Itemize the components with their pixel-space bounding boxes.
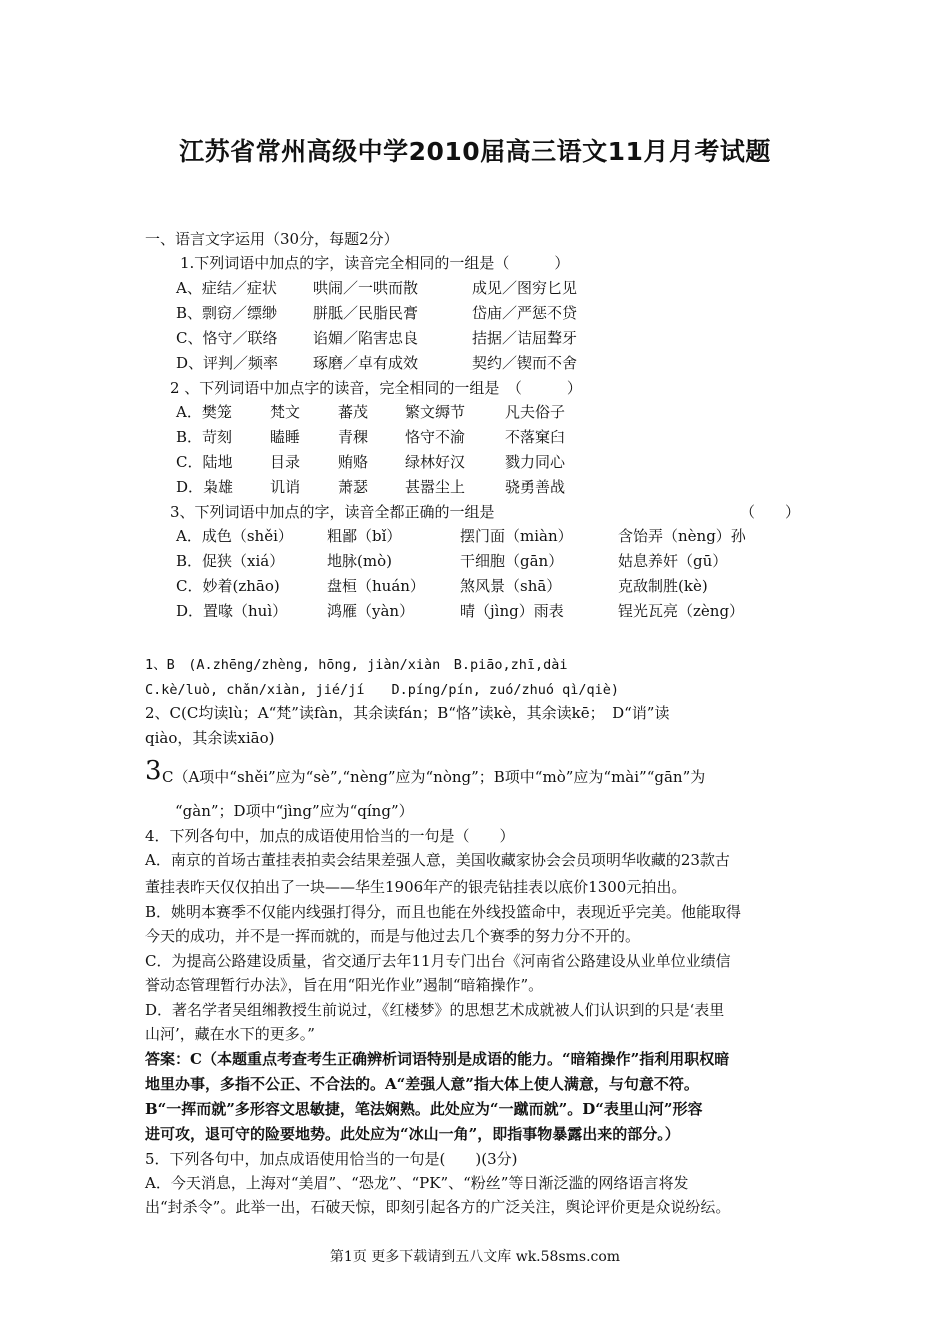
option-cell: 萧瑟 xyxy=(338,478,369,496)
option-cell: C、恪守／联络 xyxy=(176,329,278,347)
option-cell: 恪守不渝 xyxy=(405,428,466,446)
option-cell: 蕃茂 xyxy=(338,403,369,421)
question-4-text-line: C．为提高公路建设质量，省交通厅去年11月专门出台《河南省公路建设从业单位业绩信 xyxy=(145,952,731,970)
option-cell: 甚嚣尘上 xyxy=(405,478,466,496)
question-4-text-line: 董挂表昨天仅仅拍出了一块——华生1906年产的银壳钻挂表以底价1300元拍出。 xyxy=(145,878,687,896)
option-cell: D、评判／频率 xyxy=(176,354,279,372)
option-cell: 煞风景（shā） xyxy=(460,577,562,595)
answer-1-line: 1、B (A.zhēng/zhèng, hōng, jiàn/xiàn B.piāo,zhī,dài xyxy=(145,657,568,673)
option-cell: 谄媚／陷害忠良 xyxy=(313,329,419,347)
option-cell: A．樊笼 xyxy=(176,403,232,421)
option-cell: 不落窠臼 xyxy=(505,428,566,446)
option-cell: 粗鄙（bǐ） xyxy=(327,527,402,545)
option-cell: D．置喙（huì） xyxy=(176,602,288,620)
question-3-paren: （ ） xyxy=(740,503,801,521)
answer-1-line: C.kè/luò, chǎn/xiàn, jié/jí D.píng/pín, zuó/zhuó qì/qiè) xyxy=(145,682,620,698)
question-4-answer-line: 答案：C（本题重点考查考生正确辨析词语特别是成语的能力。“暗箱操作”指利用职权暗 xyxy=(145,1050,730,1068)
option-cell: 摆门面（miàn） xyxy=(460,527,573,545)
question-4-text-line: 今天的成功，并不是一挥而就的，而是与他过去几个赛季的努力分不开的。 xyxy=(145,927,641,945)
question-2-stem: 2 、下列词语中加点字的读音，完全相同的一组是 （ ） xyxy=(170,379,582,397)
question-4-answer-line: 进可攻，退可守的险要地势。此处应为“冰山一角”，即指事物暴露出来的部分。） xyxy=(145,1125,680,1143)
option-cell: 凡夫俗子 xyxy=(505,403,566,421)
option-cell: 贿赂 xyxy=(338,453,369,471)
section-heading: 一、语言文字运用（30分，每题2分） xyxy=(145,230,399,248)
option-cell: A．成色（shěi） xyxy=(176,527,293,545)
answer-3-line: C（A项中“shěi”应为“sè”,“nèng”应为“nòng”；B项中“mò”应为“mài”“gān”为 xyxy=(162,768,706,786)
question-1-stem: 1.下列词语中加点的字，读音完全相同的一组是（ ） xyxy=(180,254,570,272)
option-cell: 胼胝／民脂民膏 xyxy=(313,304,419,322)
option-cell: 鸿雁（yàn） xyxy=(327,602,415,620)
question-5-stem: 5．下列各句中，加点成语使用恰当的一句是( )(3分) xyxy=(145,1150,518,1168)
question-4-text-line: B．姚明本赛季不仅能内线强打得分，而且也能在外线投篮命中，表现近乎完美。他能取得 xyxy=(145,903,742,921)
option-cell: 梵文 xyxy=(270,403,301,421)
answer-2-line: qiào，其余读xiāo) xyxy=(145,729,275,747)
page-title: 江苏省常州高级中学2010届高三语文11月月考试题 xyxy=(179,137,771,166)
question-4-answer-line: B“一挥而就”多形容文思敏捷，笔法娴熟。此处应为“一蹴而就”。D“表里山河”形容 xyxy=(145,1100,703,1118)
option-cell: B、剽窃／缥缈 xyxy=(176,304,278,322)
option-cell: 锃光瓦亮（zèng） xyxy=(618,602,745,620)
option-cell: B．促狭（xiá） xyxy=(176,552,285,570)
option-cell: 目录 xyxy=(270,453,301,471)
option-cell: 琢磨／卓有成效 xyxy=(313,354,419,372)
option-cell: 姑息养奸（gū） xyxy=(618,552,728,570)
option-cell: 克敌制胜(kè) xyxy=(618,577,708,595)
question-4-text-line: A．南京的首场古董挂表拍卖会结果差强人意，美国收藏家协会会员项明华收藏的23款古 xyxy=(145,851,730,869)
option-cell: B．苛刻 xyxy=(176,428,233,446)
question-4-stem: 4．下列各句中，加点的成语使用恰当的一句是（ ） xyxy=(145,827,515,845)
option-cell: 骁勇善战 xyxy=(505,478,566,496)
question-5-text-line: 出“封杀令”。此举一出，石破天惊，即刻引起各方的广泛关注，舆论评价更是众说纷纭。 xyxy=(145,1198,731,1216)
option-cell: 成见／图穷匕见 xyxy=(472,279,578,297)
option-cell: 拮据／诘屈聱牙 xyxy=(472,329,578,347)
option-cell: C．陆地 xyxy=(176,453,233,471)
option-cell: A、症结／症状 xyxy=(176,279,277,297)
option-cell: 干细胞（gān） xyxy=(460,552,564,570)
answer-3-line: “gàn”；D项中“jìng”应为“qíng”） xyxy=(175,802,414,820)
option-cell: 瞌睡 xyxy=(270,428,301,446)
option-cell: C．妙着(zhāo) xyxy=(176,577,280,595)
option-cell: 青稞 xyxy=(338,428,369,446)
question-4-answer-line: 地里办事，多指不公正、不合法的。A“差强人意”指大体上使人满意，与句意不符。 xyxy=(145,1075,699,1093)
answer-3-number: 3 xyxy=(145,756,162,786)
option-cell: D．枭雄 xyxy=(176,478,234,496)
option-cell: 讥诮 xyxy=(270,478,301,496)
option-cell: 哄闹／一哄而散 xyxy=(313,279,419,297)
option-cell: 含饴弄（nèng）孙 xyxy=(618,527,746,545)
question-5-text-line: A．今天消息，上海对“美眉”、“恐龙”、“PK”、“粉丝”等日渐泛滥的网络语言将发 xyxy=(145,1174,689,1192)
option-cell: 契约／锲而不舍 xyxy=(472,354,578,372)
question-4-text-line: 山河’，藏在水下的更多。” xyxy=(145,1025,315,1043)
question-3-stem: 3、下列词语中加点的字，读音全都正确的一组是 xyxy=(170,503,495,521)
page-footer: 第1页 更多下载请到五八文库 wk.58sms.com xyxy=(329,1249,621,1265)
answer-2-line: 2、C(C均读lù；A“梵”读fàn，其余读fán；B“恪”读kè，其余读kē； D“诮”读 xyxy=(145,704,670,722)
option-cell: 戮力同心 xyxy=(505,453,566,471)
option-cell: 晴（jìng）雨表 xyxy=(460,602,564,620)
option-cell: 地脉(mò) xyxy=(327,552,392,570)
option-cell: 岱庙／严惩不贷 xyxy=(472,304,578,322)
question-4-text-line: D．著名学者吴组缃教授生前说过，《红楼梦》的思想艺术成就被人们认识到的只是‘表里 xyxy=(145,1001,725,1019)
option-cell: 盘桓（huán） xyxy=(327,577,425,595)
option-cell: 繁文缛节 xyxy=(405,403,466,421)
option-cell: 绿林好汉 xyxy=(405,453,466,471)
question-4-text-line: 誉动态管理暂行办法》，旨在用“阳光作业”遏制“暗箱操作”。 xyxy=(145,976,544,994)
